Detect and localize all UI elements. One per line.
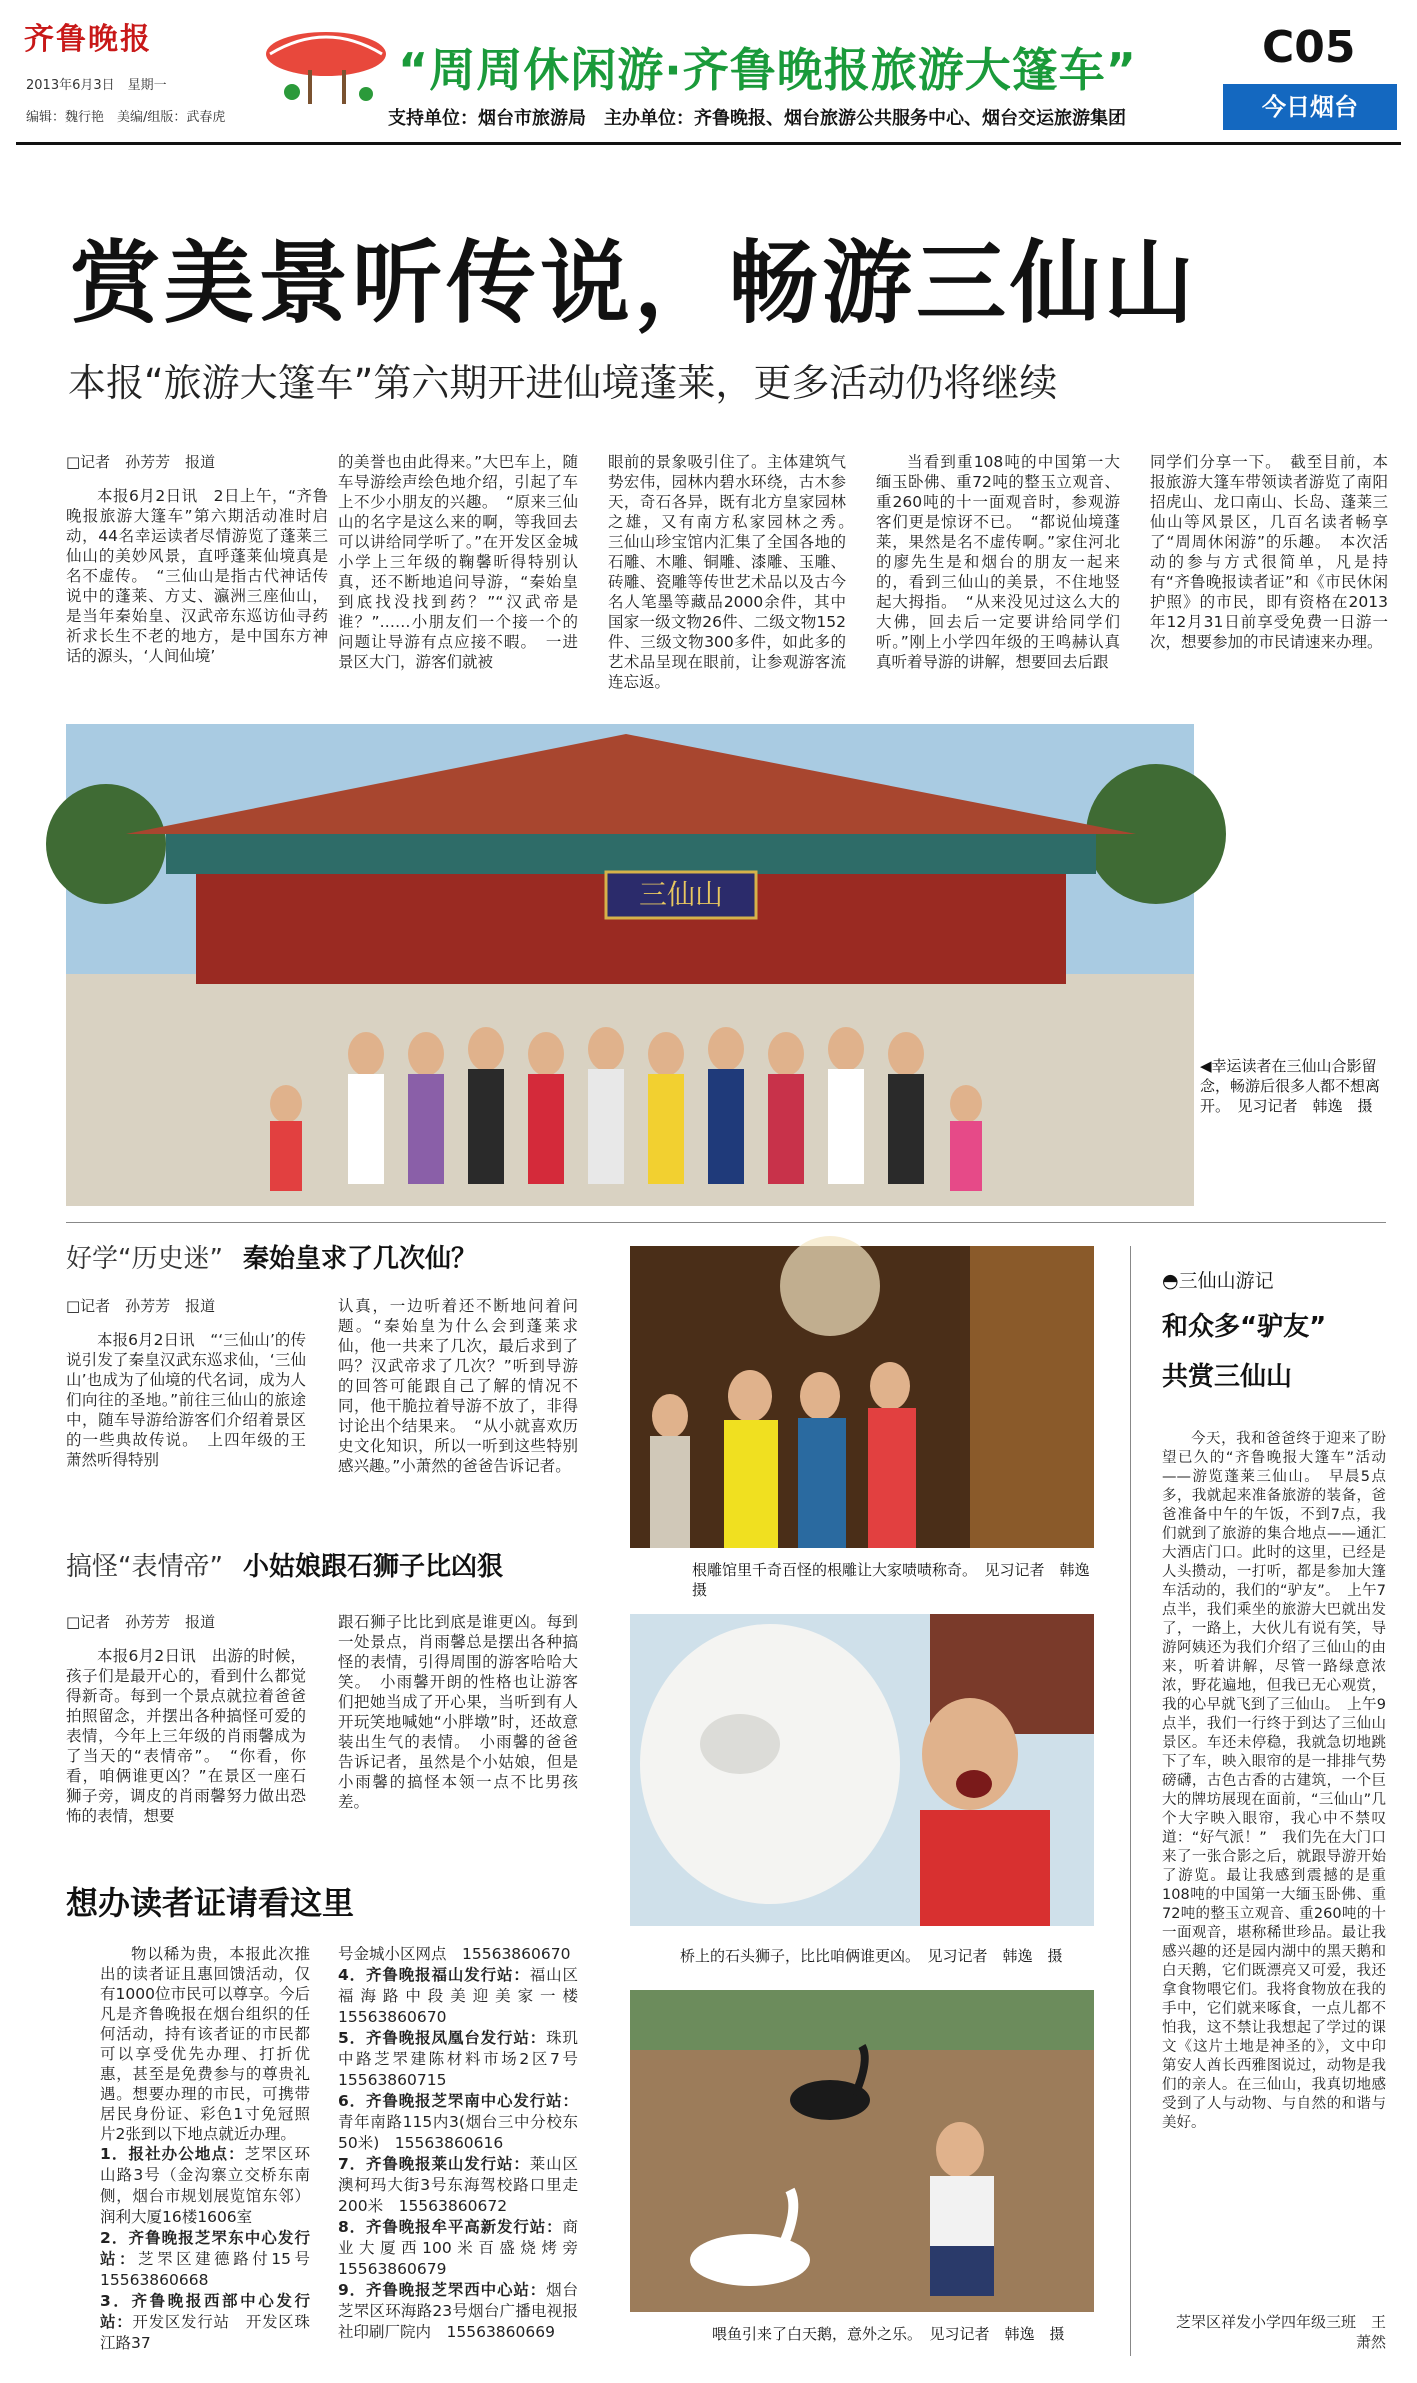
- travelogue-column-tag: 三仙山游记: [1178, 1270, 1274, 1292]
- main-col-1: [66, 452, 328, 702]
- section-rule: [66, 1222, 1386, 1223]
- notice-item-text: 福山区福海路中段美迎美家一楼 15563860670: [338, 1966, 594, 2026]
- main-col-4-text: 当看到重108吨的中国第一大缅玉卧佛、重72吨的整玉立观音、重260吨的十一面观音时，参观游客们更是惊讶不已。 “都说仙境蓬莱，果然是名不虚传啊。”家住河北的廖先生是和烟台的朋友一起来的，看到三仙山的美景，不住地竖起大拇指。 “从来没见过这么大的大佛，回去后一定要讲给同学们听。”刚上小学四年级的王鸣赫认真真听着导游的讲解，想要回去后跟: [876, 453, 1120, 671]
- notice-item-label: 5．齐鲁晚报凤凰台发行站：: [338, 2029, 547, 2047]
- story3-headline: 小姑娘跟石狮子比凶狠: [242, 1552, 503, 1582]
- notice-item-label: 8．齐鲁晚报牟平高新发行站：: [338, 2218, 563, 2236]
- main-col-2: [338, 452, 578, 702]
- notice-list-item: [100, 2144, 310, 2228]
- lion-photo: [630, 1614, 1094, 1926]
- story3-kicker: 搞怪“表情帝”: [66, 1552, 223, 1582]
- notice-item-label: 2．齐鲁晚报芝罘东中心发行站：: [100, 2229, 310, 2268]
- notice-col-1: [100, 1944, 326, 2364]
- story2-title: [66, 1238, 477, 1275]
- story3-title: [66, 1546, 503, 1583]
- notice-item-text: 开发区发行站 开发区珠江路37: [100, 2313, 310, 2352]
- notice-list-item: [338, 2028, 594, 2091]
- main-photo-caption: ◀幸运读者在三仙山合影留念，畅游后很多人都不想离开。 见习记者 韩逸 摄: [1200, 1057, 1381, 1115]
- main-col-5: [1150, 452, 1388, 702]
- main-col-2-text: 的美誉也由此得来。”大巴车上，随车导游绘声绘色地介绍，引起了车上不少小朋友的兴趣。 “原来三仙山的名字是这么来的啊，等我回去可以讲给同学听了。”在开发区金城小学上三年级的鞠馨昕得特别认真，还不断地追问导游，“秦始皇到底找没找到药？”“汉武帝是谁？”……小朋友们一个接一个的问题让导游有点应接不暇。 一进景区大门，游客们就被: [338, 453, 578, 671]
- notice-item-label: 4．齐鲁晚报福山发行站：: [338, 1966, 530, 1984]
- section-tab: 今日烟台: [1223, 84, 1397, 130]
- main-byline: □记者 孙芳芳 报道: [66, 453, 216, 471]
- notice-list-item: [338, 1965, 594, 2028]
- carving-caption: 根雕馆里千奇百怪的根雕让大家啧啧称奇。 见习记者 韩逸 摄: [692, 1561, 1105, 1599]
- notice-list-item: [338, 2091, 578, 2154]
- notice-list-item: [338, 2154, 578, 2217]
- notice-item-text: 烟台芝罘区环海路23号烟台广播电视报社印刷厂院内 15563860669: [338, 2281, 578, 2341]
- story2-headline: 秦始皇求了几次仙？: [242, 1244, 477, 1274]
- notice-left-list: [100, 2144, 326, 2354]
- notice-item-text: 芝罘区建德路付15号 15563860668: [100, 2250, 326, 2289]
- notice-item-text: 珠玑中路芝罘建陈材料市场2区7号 15563860715: [338, 2029, 594, 2089]
- notice-list-item: [338, 1944, 578, 1965]
- main-col-3-text: 眼前的景象吸引住了。主体建筑气势宏伟，园林内碧水环绕，古木参天，奇石各异，既有北方皇家园林之雄，又有南方私家园林之秀。 三仙山珍宝馆内汇集了全国各地的石雕、木雕、铜雕、漆雕、玉雕、砖雕、瓷雕等传世艺术品以及古今名人笔墨等藏品2000余件，其中国家一级文物26件、二级文物152件、三级文物300多件，如此多的艺术品呈现在眼前，让参观游客流连忘返。: [608, 453, 862, 691]
- paper-logo: 齐鲁晚报: [24, 22, 152, 57]
- campaign-slogan: “周周休闲游·齐鲁晚报旅游大篷车”: [398, 43, 1137, 97]
- travelogue-title-2: 共赏三仙山: [1162, 1362, 1293, 1392]
- notice-item-text: 芝罘区环山路3号（金沟寨立交桥东南侧，烟台市规划展览馆东邻）润利大厦16楼1606室: [100, 2145, 310, 2226]
- notice-item-text: 商业大厦西100米百盛烧烤旁 15563860679: [338, 2218, 594, 2278]
- story3-col-1-text: 本报6月2日讯 出游的时候，孩子们是最开心的，看到什么都觉得新奇。每到一个景点就拉着爸爸拍照留念，并摆出各种搞怪可爱的表情，今年上三年级的肖雨馨成为了当天的“表情帝”。 “你看，你看，咱俩谁更凶？”在景区一座石狮子旁，调皮的肖雨馨努力做出恐怖的表情，想要: [66, 1647, 306, 1825]
- story3-col-1: [66, 1612, 306, 1862]
- story3-col-2-text: 跟石狮子比比到底是谁更凶。每到一处景点，肖雨馨总是摆出各种搞怪的表情，引得周围的游客哈哈大笑。 小雨馨开朗的性格也让游客们把她当成了开心果，当听到有人开玩笑地喊她“小胖墩”时，还故意装出生气的表情。 小雨馨的爸爸告诉记者，虽然是个小姑娘，但是小雨馨的搞怪本领一点不比男孩差。: [338, 1613, 578, 1811]
- main-col-4: [876, 452, 1120, 702]
- notice-item-text: 号金城小区网点 15563860670: [338, 1945, 571, 1963]
- travelogue-signature: 芝罘区祥发小学四年级三班 王萧然: [1175, 2313, 1386, 2351]
- issue-date: 2013年6月3日 星期一: [26, 78, 167, 93]
- notice-item-label: 9．齐鲁晚报芝罘西中心站：: [338, 2281, 547, 2299]
- travelogue-tag: [1162, 1266, 1274, 1293]
- swan-caption: 喂鱼引来了白天鹅，意外之乐。 见习记者 韩逸 摄: [712, 2325, 1065, 2343]
- main-col-5-text: 同学们分享一下。 截至目前，本报旅游大篷车带领读者游览了南阳招虎山、龙口南山、长岛、蓬莱三仙山等风景区，几百名读者畅享了“周周休闲游”的乐趣。 本次活动的参与方式很简单，凡是持有“齐鲁晚报读者证”和《市民休闲护照》的市民，即有资格在2013年12月31日前享受免费一日游一次，想要参加的市民请速来办理。: [1150, 453, 1388, 651]
- travelogue-body: [1162, 1430, 1386, 2308]
- page-number: C05: [1262, 22, 1356, 73]
- story3-byline: □记者 孙芳芳 报道: [66, 1613, 216, 1631]
- story2-col-1: [66, 1296, 306, 1536]
- editor-credits: 编辑：魏行艳 美编/组版：武春虎: [26, 110, 226, 125]
- stone-lion-illustration: [630, 1614, 1094, 1926]
- masthead-divider: [16, 142, 1401, 145]
- story3-col-2: [338, 1612, 578, 1862]
- notice-intro: 物以稀为贵，本报此次推出的读者证且惠回馈活动，仅有1000位市民可以尊享。今后凡是齐鲁晚报在烟台组织的任何活动，持有该者证的市民都可以享受优先办理、打折优惠，甚至是免费参与的尊贵礼遇。想要办理的市民，可携带居民身份证、彩色1寸免冠照片2张到以下地点就近办理。: [100, 1945, 310, 2143]
- main-photo: [66, 724, 1194, 1206]
- swan-feeding-illustration: [630, 1990, 1094, 2312]
- root-carving-illustration: [630, 1246, 1094, 1548]
- column-tag-icon: ◓: [1162, 1270, 1179, 1292]
- lion-caption: 桥上的石头狮子，比比咱俩谁更凶。 见习记者 韩逸 摄: [680, 1947, 1063, 1965]
- organizer-line: 支持单位：烟台市旅游局 主办单位：齐鲁晚报、烟台旅游公共服务中心、烟台交运旅游集团: [388, 108, 1126, 129]
- temple-sign-text: 三仙山: [638, 878, 724, 911]
- story2-kicker: 好学“历史迷”: [66, 1244, 223, 1274]
- notice-list-item: [338, 2217, 594, 2280]
- story2-col-2: [338, 1296, 578, 1536]
- notice-title: 想办读者证请看这里: [66, 1884, 355, 1922]
- main-subhead: 本报“旅游大篷车”第六期开进仙境蓬莱，更多活动仍将继续: [68, 361, 1058, 405]
- tourist-bus-icon: [262, 14, 392, 106]
- notice-item-label: 6．齐鲁晚报芝罘南中心发行站：: [338, 2092, 578, 2110]
- story2-col-1-text: 本报6月2日讯 “‘三仙山’的传说引发了秦皇汉武东巡求仙，‘三仙山’也成为了仙境的代名词，成为人们向往的圣地。”前往三仙山的旅途中，随车导游给游客们介绍着景区的一些典故传说。 上四年级的王萧然听得特别: [66, 1331, 306, 1469]
- notice-list-item: [100, 2228, 326, 2291]
- story2-byline: □记者 孙芳芳 报道: [66, 1297, 216, 1315]
- notice-col-2: [338, 1944, 594, 2364]
- notice-item-label: 1．报社办公地点：: [100, 2145, 245, 2163]
- notice-item-label: 7．齐鲁晚报莱山发行站：: [338, 2155, 530, 2173]
- swan-photo: [630, 1990, 1094, 2312]
- notice-right-list: [338, 1944, 594, 2343]
- travelogue-title-1: 和众多“驴友”: [1162, 1312, 1327, 1342]
- main-headline: 赏美景听传说，畅游三仙山: [70, 231, 1198, 336]
- carving-photo: [630, 1246, 1094, 1548]
- column-rule: [1130, 1246, 1131, 2356]
- notice-item-text: 莱山区澳柯玛大街3号东海驾校路口里走200米 15563860672: [338, 2155, 578, 2215]
- notice-list-item: [338, 2280, 578, 2343]
- notice-item-text: 青年南路115内3(烟台三中分校东50米) 15563860616: [338, 2113, 578, 2152]
- notice-list-item: [100, 2291, 310, 2354]
- travelogue-text: 今天，我和爸爸终于迎来了盼望已久的“齐鲁晚报大篷车”活动——游览蓬莱三仙山。 早晨5点多，我就起来准备旅游的装备，爸爸准备中午的午饭，不到7点，我们就到了旅游的集合地点——通汇大酒店门口。此时的这里，已经是人头攒动，一打听，都是参加大篷车活动的，我们的“驴友”。 上午7点半，我们乘坐的旅游大巴就出发了，一路上，大伙儿有说有笑，导游阿姨还为我们介绍了三仙山的由来，听着讲解，尽管一路绿意浓浓，野花遍地，但我已无心观赏，我的心早就飞到了三仙山。 上午9点半，我们一行终于到达了三仙山景区。车还未停稳，我就急切地跳下了车，映入眼帘的是一排排气势磅礴，古色古香的古建筑，一个巨大的牌坊展现在面前，“三仙山”几个大字映入眼帘，我心中不禁叹道：“好气派！” 我们先在大门口来了一张合影之后，就跟导游开始了游览。最让我感到震撼的是重108吨的中国第一大缅玉卧佛、重72吨的整玉立观音、重260吨的十一面观音，堪称稀世珍品。最让我感兴趣的还是园内湖中的黑天鹅和白天鹅，它们既漂亮又可爱，我还拿食物喂它们。我将食物放在我的手中，它们就来啄食，一点儿都不怕我，这不禁让我想起了学过的课文《这片土地是神圣的》，文中印第安人酋长西雅图说过，动物是我们的亲人。在三仙山，我真切地感受到了人与动物、与自然的和谐与美好。: [1162, 1431, 1386, 2131]
- notice-item-label: 3．齐鲁晚报西部中心发行站：: [100, 2292, 310, 2331]
- story2-col-2-text: 认真，一边听着还不断地问着问题。“秦始皇为什么会到蓬莱求仙，他一共来了几次，最后求到了吗？汉武帝求了几次？”听到导游的回答可能跟自己了解的情况不同，他干脆拉着导游不放了，非得讨论出个结果来。 “从小就喜欢历史文化知识，所以一听到这些特别感兴趣。”小萧然的爸爸告诉记者。: [338, 1297, 578, 1475]
- main-col-1-text: 本报6月2日讯 2日上午，“齐鲁晚报旅游大篷车”第六期活动准时启动，44名幸运读者尽情游览了蓬莱三仙山的美妙风景，直呼蓬莱仙境真是名不虚传。 “三仙山是指古代神话传说中的蓬莱、方丈、瀛洲三座仙山，是当年秦始皇、汉武帝东巡访仙寻药祈求长生不老的地方，是中国东方神话的源头，‘人间仙境’: [66, 487, 328, 665]
- temple-group-illustration: [66, 724, 1194, 1206]
- main-col-3: [608, 452, 862, 702]
